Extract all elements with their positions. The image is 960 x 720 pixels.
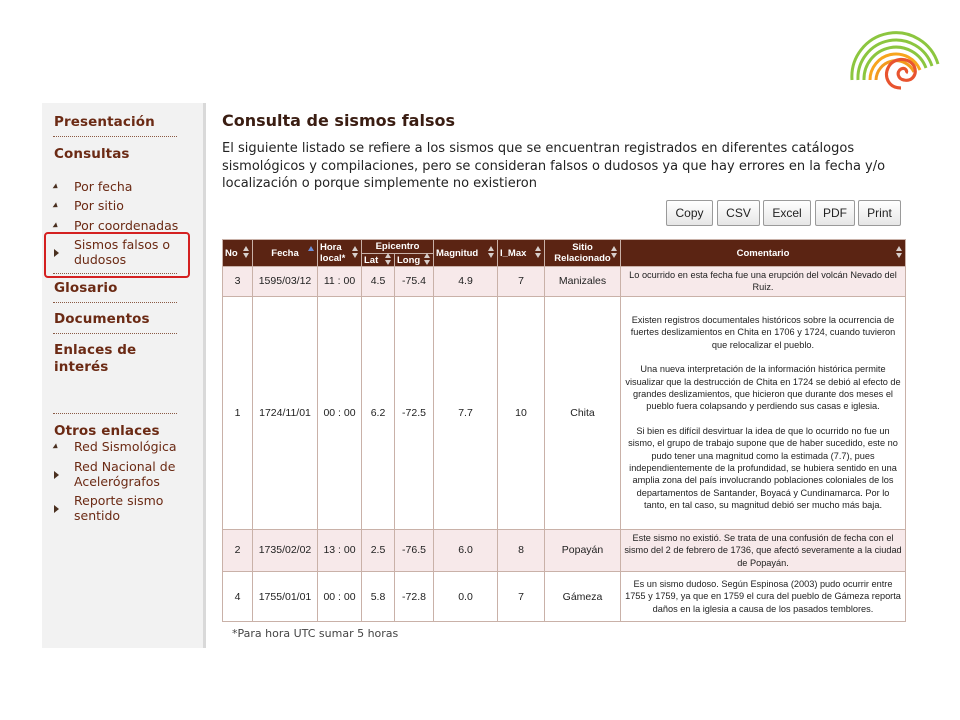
header-label: Epicentro <box>375 241 420 252</box>
header-epicentro <box>362 240 434 254</box>
nav-item-label: Por sitio <box>74 198 124 213</box>
comentario-paragraph: Existen registros documentales históricos sobre la ocurrencia de fuertes deslizamientos en Chita en 1706 y 1724, cuando tuvieron que relocalizar el pueblo. <box>630 314 896 350</box>
arrow-icon <box>54 505 59 513</box>
nav-item-label-line1: Reporte sismo <box>74 493 164 508</box>
header-imax[interactable] <box>498 240 545 267</box>
cell-lat: 4.5 <box>362 267 395 297</box>
sort-icon <box>424 253 431 267</box>
arrow-icon <box>54 471 59 479</box>
print-button[interactable]: Print <box>858 200 901 226</box>
cell-comentario <box>621 529 906 571</box>
sismos-table <box>222 239 906 622</box>
comentario-paragraph: Lo ocurrido en esta fecha fue una erupción del volcán Nevado del Ruiz. <box>629 270 897 293</box>
nav-divider <box>53 136 177 137</box>
header-comentario[interactable] <box>621 240 906 267</box>
pdf-button[interactable]: PDF <box>815 200 855 226</box>
footnote: *Para hora UTC sumar 5 horas <box>232 627 399 640</box>
nav-item-label-line2: dudosos <box>74 252 127 267</box>
nav-otros-enlaces: Otros enlaces <box>54 423 160 439</box>
cell-hora: 00 : 00 <box>318 572 362 622</box>
cell-hora: 13 : 00 <box>318 529 362 571</box>
nav-item-label-line1: Red Nacional de <box>74 459 176 474</box>
cell-no: 2 <box>223 529 253 571</box>
cell-comentario <box>621 267 906 297</box>
cell-fecha: 1735/02/02 <box>253 529 318 571</box>
nav-consultas[interactable]: Consultas <box>54 146 130 162</box>
cell-long: -72.8 <box>395 572 434 622</box>
cell-lat: 5.8 <box>362 572 395 622</box>
nav-item-label-line2: Acelerógrafos <box>74 474 160 489</box>
sidebar-divider <box>203 103 206 648</box>
excel-button[interactable]: Excel <box>763 200 811 226</box>
header-no[interactable] <box>223 240 253 267</box>
header-label: Comentario <box>736 247 790 259</box>
cell-long: -75.4 <box>395 267 434 297</box>
cell-no: 4 <box>223 572 253 622</box>
nav-presentacion[interactable]: Presentación <box>54 114 155 130</box>
cell-sitio: Popayán <box>545 529 621 571</box>
header-label: Fecha <box>271 247 299 259</box>
cell-fecha: 1595/03/12 <box>253 267 318 297</box>
intro-text: El siguiente listado se refiere a los sismos que se encuentran registrados en diferentes catálogos sismológicos y compilaciones, pero se consideran falsos o dudosos ya que hay errores en la fecha y/o localización o porque simplemente no existieron <box>222 141 886 191</box>
cell-long: -76.5 <box>395 529 434 571</box>
header-label: I_Max <box>500 247 527 259</box>
cell-sitio: Gámeza <box>545 572 621 622</box>
header-long[interactable] <box>395 254 434 267</box>
nav-item-label: Por coordenadas <box>74 218 179 233</box>
cell-lat: 2.5 <box>362 529 395 571</box>
table-row <box>223 296 906 529</box>
cell-hora: 00 : 00 <box>318 296 362 529</box>
page-title: Consulta de sismos falsos <box>222 111 455 130</box>
header-label: Magnitud <box>436 247 479 259</box>
cell-imax: 10 <box>498 296 545 529</box>
nav-enlaces-line1: Enlaces de <box>54 342 137 358</box>
nav-glosario[interactable]: Glosario <box>54 280 118 296</box>
nav-divider <box>53 333 177 334</box>
sort-icon <box>352 246 359 260</box>
nav-divider <box>53 302 177 303</box>
comentario-paragraph: Este sismo no existió. Se trata de una confusión de fecha con el sismo del 2 de febrero de 1736, que afectó severamente a la ciudad de Popayán. <box>624 532 902 568</box>
header-label: No <box>225 247 238 259</box>
sort-icon <box>535 246 542 260</box>
cell-comentario <box>621 572 906 622</box>
nav-enlaces[interactable] <box>54 342 136 376</box>
header-label-line2: local* <box>320 253 346 264</box>
nav-divider <box>53 273 177 274</box>
cell-imax: 7 <box>498 572 545 622</box>
csv-button[interactable]: CSV <box>717 200 760 226</box>
table-body <box>223 267 906 622</box>
spiral-logo <box>846 14 942 94</box>
sort-icon <box>896 246 903 260</box>
header-sitio[interactable] <box>545 240 621 267</box>
sort-icon <box>243 246 250 260</box>
header-label: Long <box>397 254 421 266</box>
comentario-paragraph: Si bien es difícil desvirtuar la idea de que lo ocurrido no fue un sismo, el grupo de trabajo supone que de haber sucedido, este no pudo tener una magnitud como la estimada (7.7), pues independientemente de la profundidad, se hubiera sentido en una amplia zona del país involucrando poblaciones coloniales de los departamentos de Santander, Boyacá y Cundinamarca. Por lo tanto, en tal caso, su magnitud debió ser mucho más baja. <box>628 425 898 511</box>
cell-sitio: Chita <box>545 296 621 529</box>
header-lat[interactable] <box>362 254 395 267</box>
cell-magnitud: 7.7 <box>434 296 498 529</box>
cell-no: 3 <box>223 267 253 297</box>
table-row <box>223 529 906 571</box>
nav-item-label-line1: Sismos falsos o <box>74 237 171 252</box>
comentario-paragraph: Una nueva interpretación de la información histórica permite visualizar que la destrucción de Chita en 1724 se debió al efecto de grandes deslizamientos, que hicieron que durante dos meses el pueblo fuera colapsando y perdiendo sus casas e iglesia. <box>625 364 901 412</box>
nav-enlaces-line2: interés <box>54 359 109 375</box>
header-magnitud[interactable] <box>434 240 498 267</box>
nav-item-label: Red Sismológica <box>74 439 177 454</box>
header-label-line2: Relacionado <box>554 253 611 264</box>
header-fecha[interactable] <box>253 240 318 267</box>
cell-hora: 11 : 00 <box>318 267 362 297</box>
header-label-line1: Hora <box>320 242 342 253</box>
cell-magnitud: 6.0 <box>434 529 498 571</box>
sort-icon <box>488 246 495 260</box>
sort-asc-icon <box>308 246 315 260</box>
header-label-line1: Sitio <box>572 242 593 253</box>
sort-icon <box>611 246 618 260</box>
table-row <box>223 267 906 297</box>
nav-item-label: Por fecha <box>74 179 133 194</box>
sort-icon <box>385 253 392 267</box>
nav-divider <box>53 413 177 414</box>
cell-comentario <box>621 296 906 529</box>
header-hora[interactable] <box>318 240 362 267</box>
cell-long: -72.5 <box>395 296 434 529</box>
selection-highlight <box>44 232 190 278</box>
cell-magnitud: 4.9 <box>434 267 498 297</box>
nav-documentos[interactable]: Documentos <box>54 311 150 327</box>
comentario-paragraph: Es un sismo dudoso. Según Espinosa (2003) pudo ocurrir entre 1755 y 1759, ya que en 1759 el cura del pueblo de Gámeza reporta daños en la iglesia a causa de los pasados temblores. <box>625 578 901 614</box>
cell-lat: 6.2 <box>362 296 395 529</box>
nav-item-label-line2: sentido <box>74 508 121 523</box>
header-label: Lat <box>364 254 379 266</box>
cell-no: 1 <box>223 296 253 529</box>
cell-imax: 7 <box>498 267 545 297</box>
cell-sitio: Manizales <box>545 267 621 297</box>
cell-fecha: 1755/01/01 <box>253 572 318 622</box>
cell-imax: 8 <box>498 529 545 571</box>
cell-fecha: 1724/11/01 <box>253 296 318 529</box>
table-row <box>223 572 906 622</box>
copy-button[interactable]: Copy <box>666 200 713 226</box>
cell-magnitud: 0.0 <box>434 572 498 622</box>
